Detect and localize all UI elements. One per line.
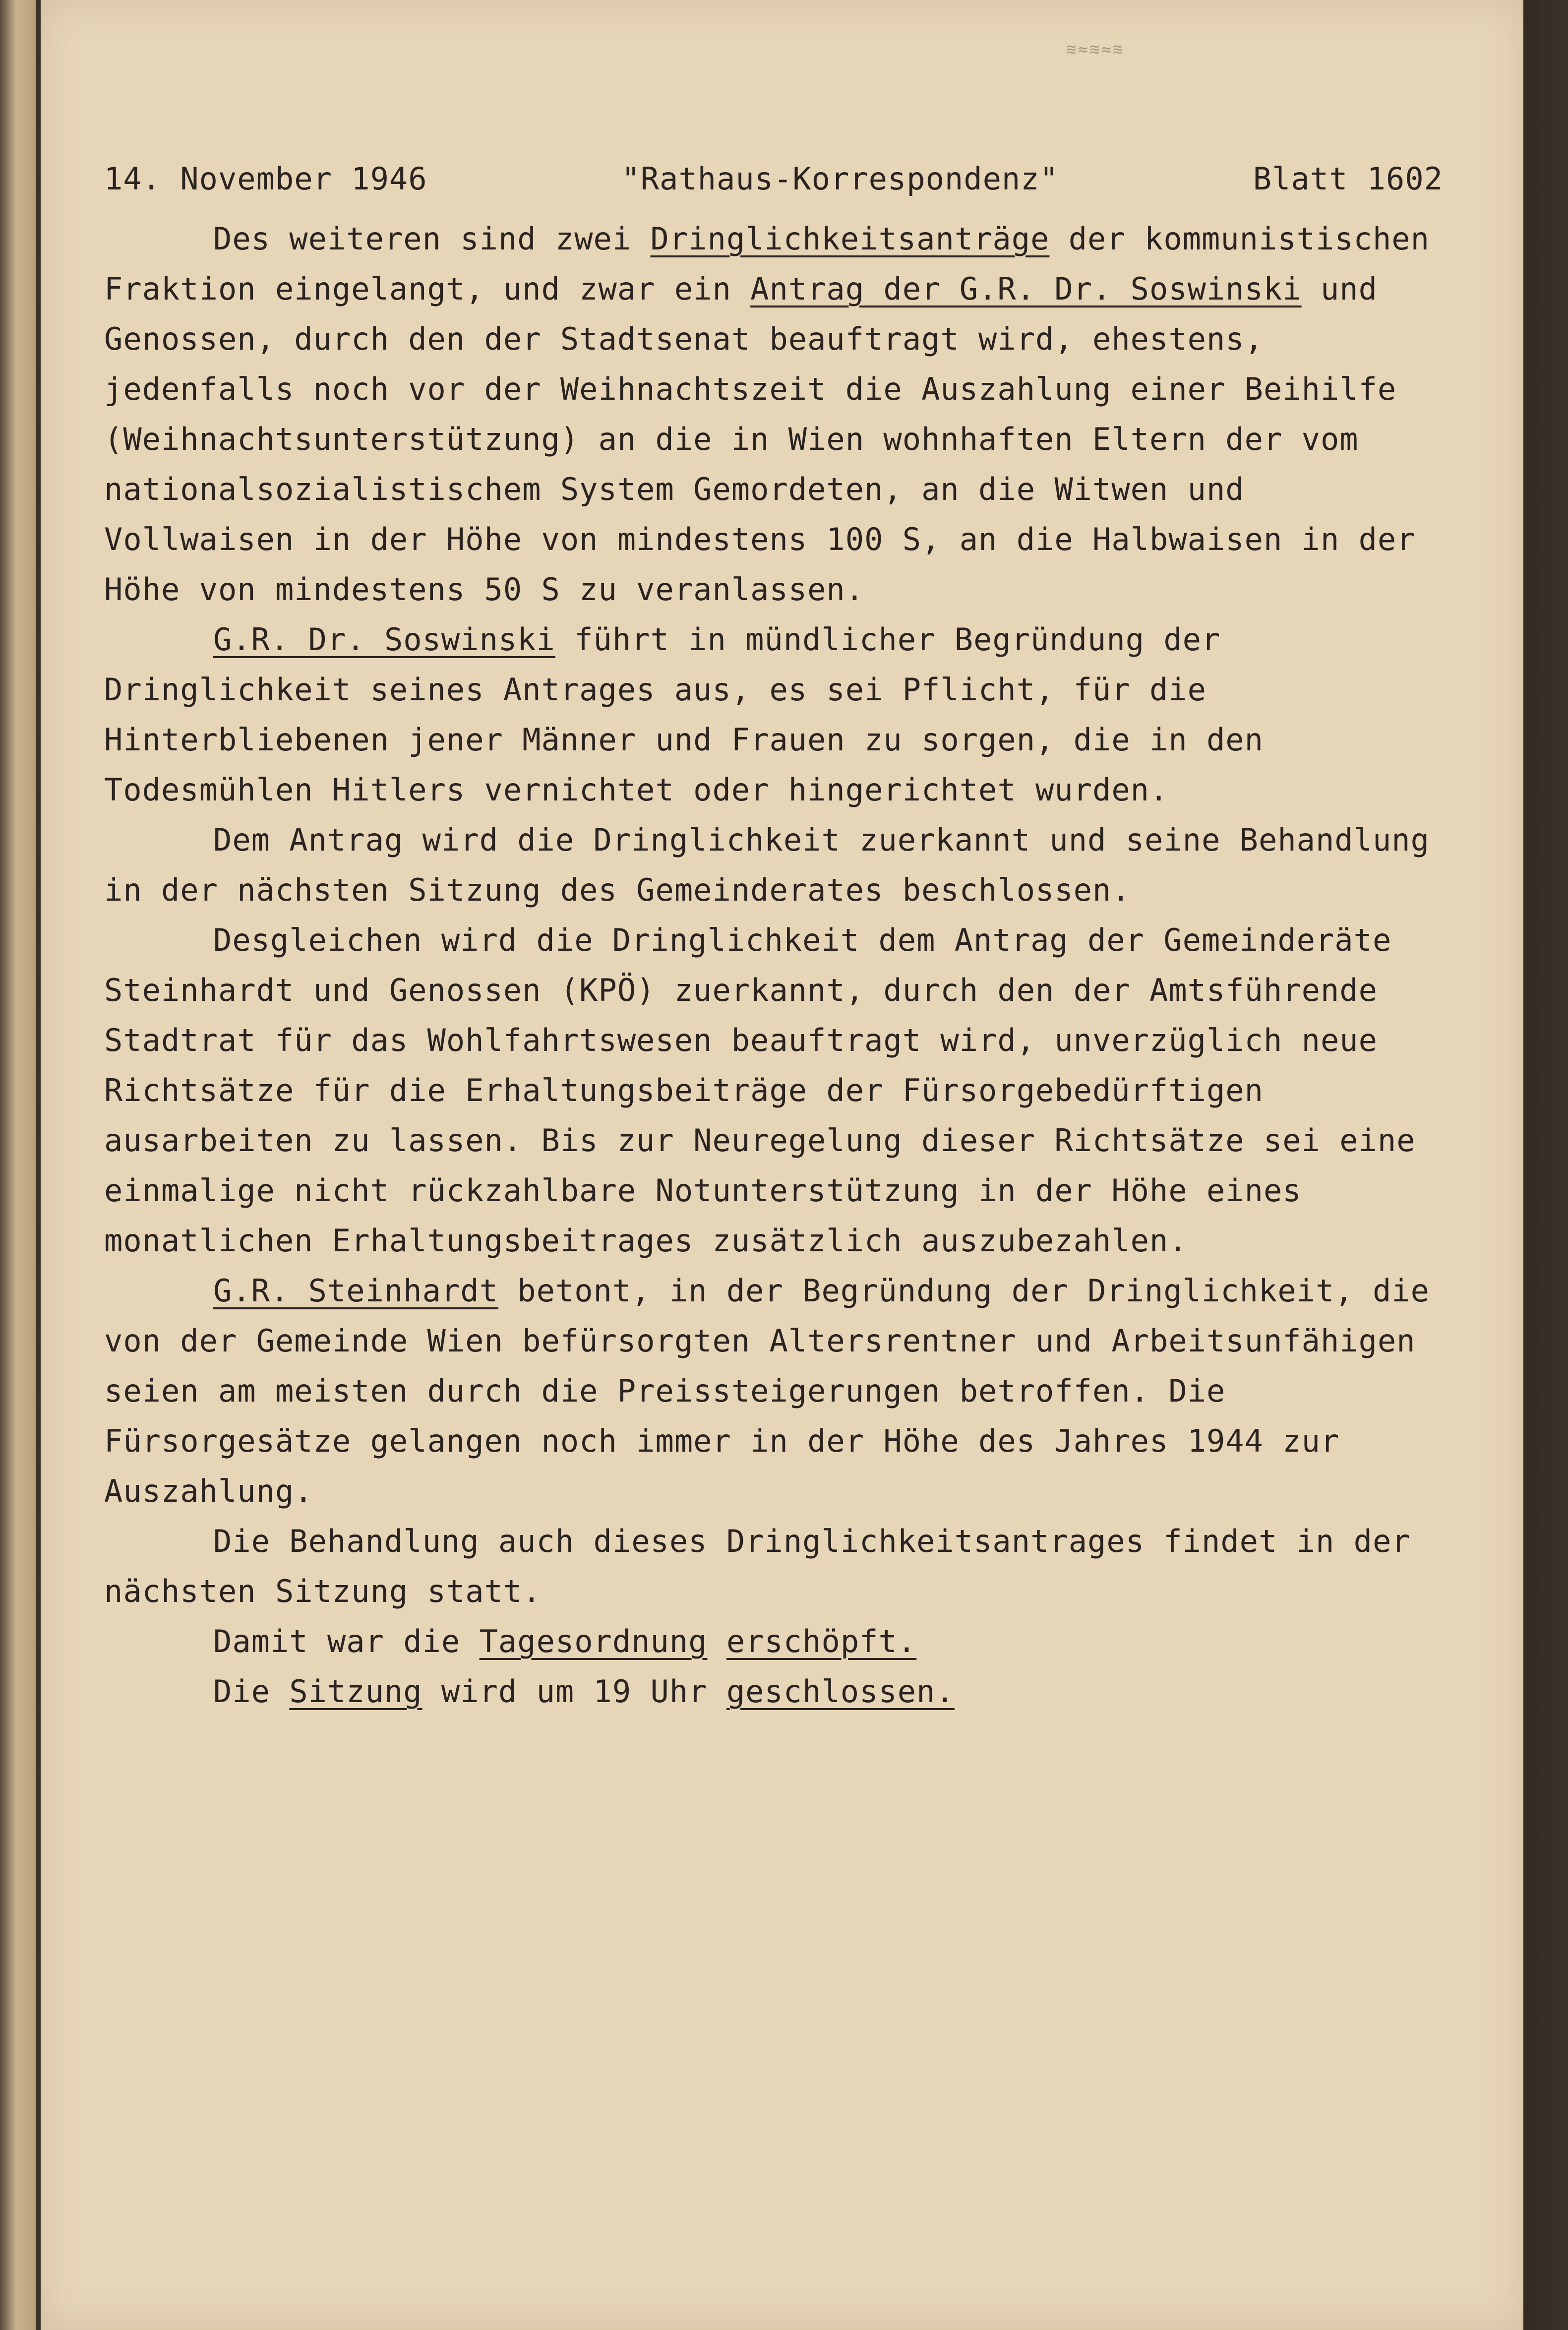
p7-underlined-exhausted: erschöpft.: [726, 1623, 917, 1659]
previous-page-edge: [0, 0, 37, 2330]
header-date: 14. November 1946: [104, 161, 427, 197]
faded-stamp-mark: ≋≈≋≈≋: [1066, 40, 1125, 60]
p5-speaker: G.R. Steinhardt: [213, 1273, 498, 1309]
p8-text-b: wird um 19 Uhr: [422, 1673, 726, 1710]
p8-underlined-session: Sitzung: [289, 1673, 422, 1710]
paragraph-5: [104, 1266, 1443, 1516]
p2-text: führt in mündlicher Begründung der Dringlichkeit seines Antrages aus, es sei Pflicht, für die Hinterbliebenen jener Männer und Frauen zu sorgen, die in den Todesmühlen Hitlers vernichtet oder hingerichtet wurden.: [104, 621, 1264, 808]
paragraph-3: Dem Antrag wird die Dringlichkeit zuerkannt und seine Behandlung in der nächsten Sitzung des Gemeinderates beschlossen.: [104, 822, 1430, 908]
p7-underlined-agenda: Tagesordnung: [479, 1623, 708, 1659]
paragraph-4: Desgleichen wird die Dringlichkeit dem Antrag der Gemeinderäte Steinhardt und Genossen (KPÖ) zuerkannt, durch den der Amtsführende Stadtrat für das Wohlfahrtswesen beauftragt wird, unverzüglich neue Richtsätze für die Erhaltungsbeiträge der Fürsorgebedürftigen ausarbeiten zu lassen. Bis zur Neuregelung dieser Richtsätze sei eine einmalige nicht rückzahlbare Notunterstützung in der Höhe eines monatlichen Erhaltungsbeitrages zusätzlich auszubezahlen.: [104, 922, 1416, 1259]
p1-underlined-term: Dringlichkeitsanträge: [650, 221, 1050, 257]
p1-text-b: der kommunistischen Fraktion eingelangt, und zwar ein: [104, 221, 1430, 307]
p1-text-c: und Genossen, durch den der Stadtsenat beauftragt wird, ehestens, jedenfalls noch vor der Weihnachtszeit die Auszahlung einer Beihilfe (Weihnachtsunterstützung) an die in Wien wohnhaften Eltern der vom nationalsozialistischem System Gemordeten, an die Witwen und Vollwaisen in der Höhe von mindestens 100 S, an die Halbwaisen in der Höhe von mindestens 50 S zu veranlassen.: [104, 271, 1416, 608]
header-sheet-number: Blatt 1602: [1253, 161, 1443, 197]
p7-space: [708, 1623, 726, 1659]
p2-speaker: G.R. Dr. Soswinski: [213, 621, 555, 658]
scan-right-margin: [1523, 0, 1568, 2330]
p1-text-a: Des weiteren sind zwei: [213, 221, 651, 257]
document-header: [104, 154, 1443, 204]
paragraph-8: [104, 1666, 1443, 1717]
paragraph-2: [104, 614, 1443, 815]
p8-underlined-closed: geschlossen.: [726, 1673, 955, 1710]
p5-text: betont, in der Begründung der Dringlichkeit, die von der Gemeinde Wien befürsorgten Altersrentner und Arbeitsunfähigen seien am meisten durch die Preissteigerungen betroffen. Die Fürsorgesätze gelangen noch immer in der Höhe des Jahres 1944 zur Auszahlung.: [104, 1273, 1430, 1509]
p1-underlined-motion: Antrag der G.R. Dr. Soswinski: [750, 271, 1302, 307]
paragraph-6: Die Behandlung auch dieses Dringlichkeitsantrages findet in der nächsten Sitzung statt.: [104, 1523, 1411, 1609]
paragraph-7: [104, 1616, 1443, 1666]
typewritten-document: [104, 154, 1443, 1717]
paragraph-1: [104, 214, 1443, 614]
header-title: "Rathaus-Korrespondenz": [621, 161, 1059, 197]
p7-text-a: Damit war die: [213, 1623, 480, 1659]
p8-text-a: Die: [213, 1673, 290, 1710]
